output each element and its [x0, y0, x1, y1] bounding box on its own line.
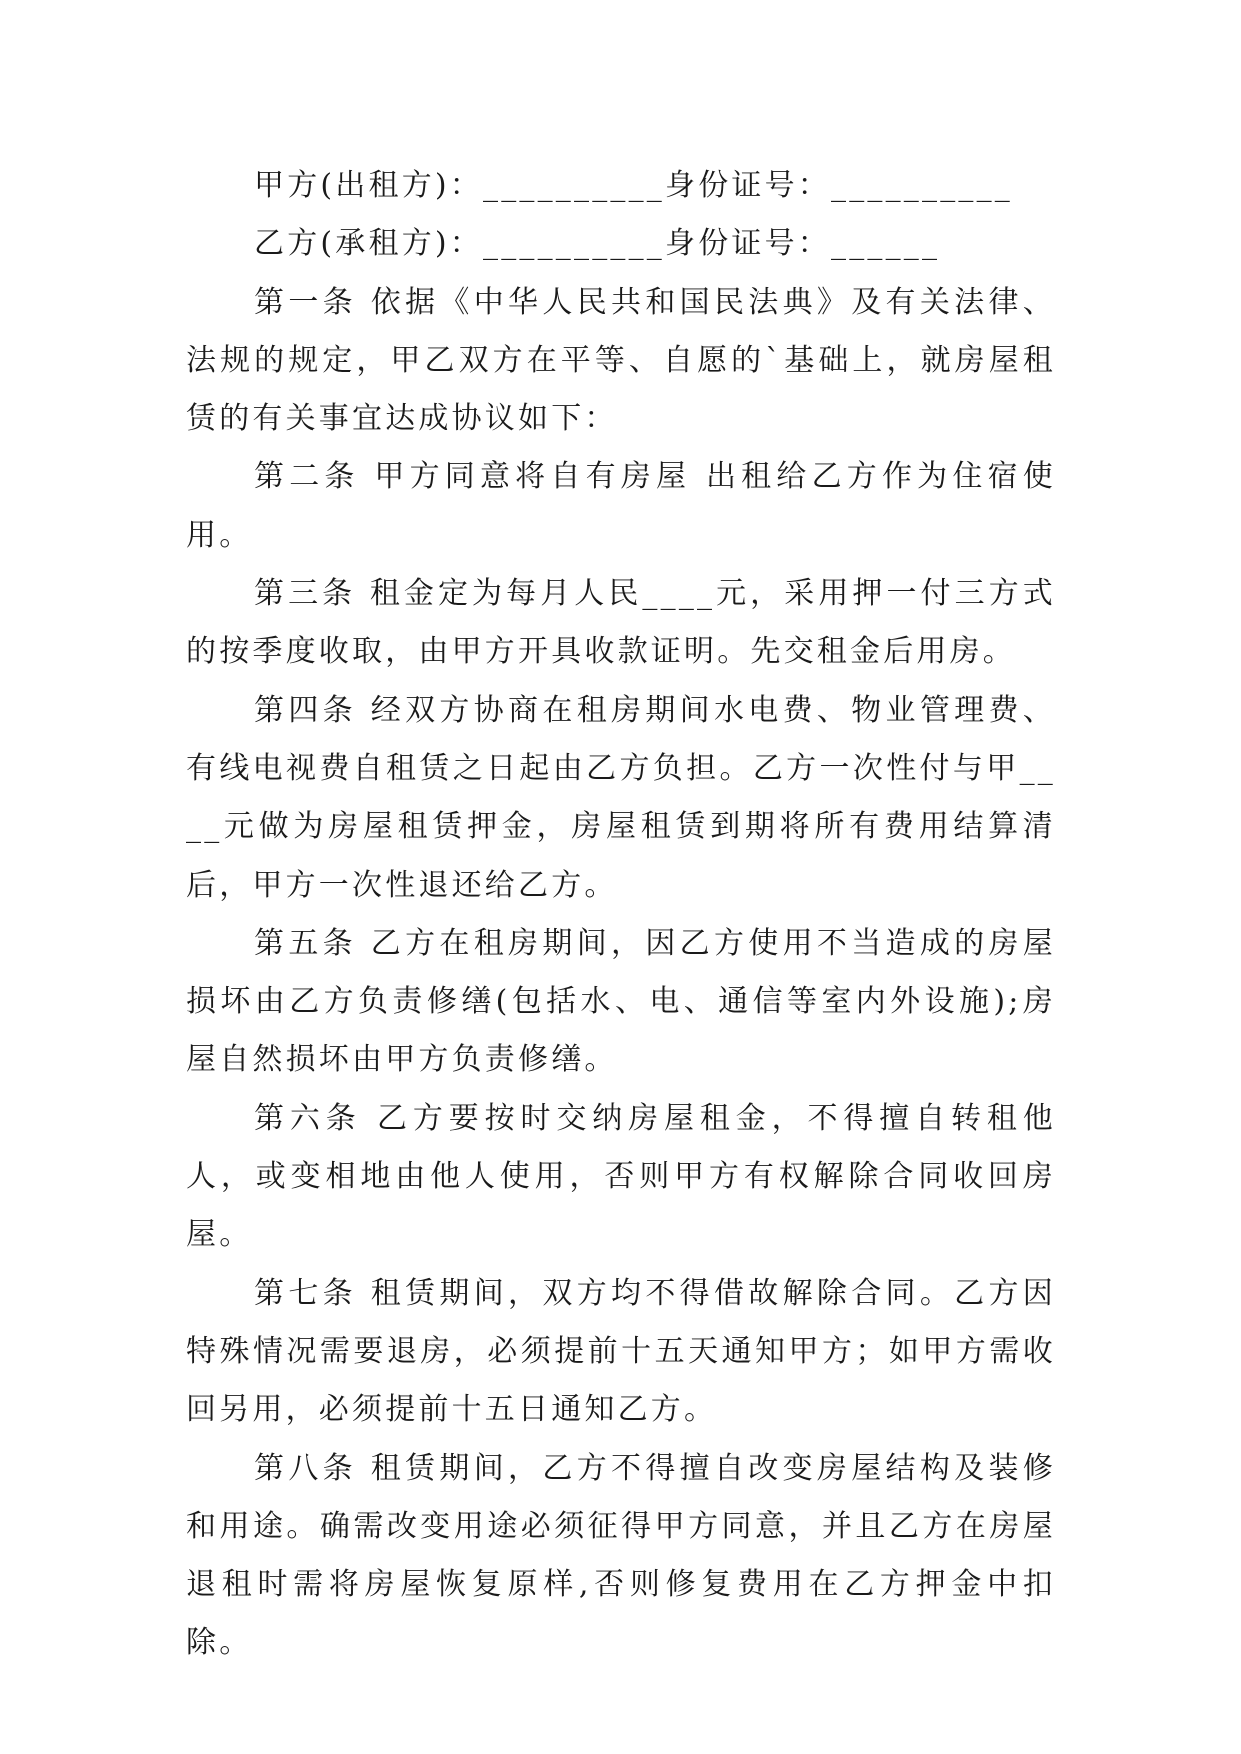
article-3: 第三条 租金定为每月人民____元，采用押一付三方式的按季度收取，由甲方开具收款证明。先交租金后用房。	[186, 576, 1056, 670]
lessor-info-line: 甲方(出租方)：__________身份证号：__________	[254, 168, 1014, 203]
article-7: 第七条 租赁期间，双方均不得借故解除合同。乙方因特殊情况需要退房，必须提前十五天通知甲方；如甲方需收回另用，必须提前十五日通知乙方。	[186, 1275, 1056, 1428]
article-4: 第四条 经双方协商在租房期间水电费、物业管理费、有线电视费自租赁之日起由乙方负担。乙方一次性付与甲____元做为房屋租赁押金，房屋租赁到期将所有费用结算清后，甲方一次性退还给乙方。	[186, 692, 1056, 903]
article-1: 第一条 依据《中华人民共和国民法典》及有关法律、法规的规定，甲乙双方在平等、自愿的`基础上，就房屋租赁的有关事宜达成协议如下：	[186, 284, 1056, 437]
article-8: 第八条 租赁期间，乙方不得擅自改变房屋结构及装修和用途。确需改变用途必须征得甲方同意，并且乙方在房屋退租时需将房屋恢复原样,否则修复费用在乙方押金中扣除。	[186, 1450, 1056, 1661]
article-2: 第二条 甲方同意将自有房屋 出租给乙方作为住宿使用。	[186, 459, 1056, 553]
article-6: 第六条 乙方要按时交纳房屋租金，不得擅自转租他人，或变相地由他人使用，否则甲方有权解除合同收回房屋。	[186, 1100, 1056, 1253]
article-5: 第五条 乙方在租房期间，因乙方使用不当造成的房屋损坏由乙方负责修缮(包括水、电、通信等室内外设施);房屋自然损坏由甲方负责修缮。	[186, 925, 1056, 1078]
lessee-info-line: 乙方(承租方)：__________身份证号：______	[254, 226, 941, 262]
contract-body	[186, 157, 1056, 1673]
